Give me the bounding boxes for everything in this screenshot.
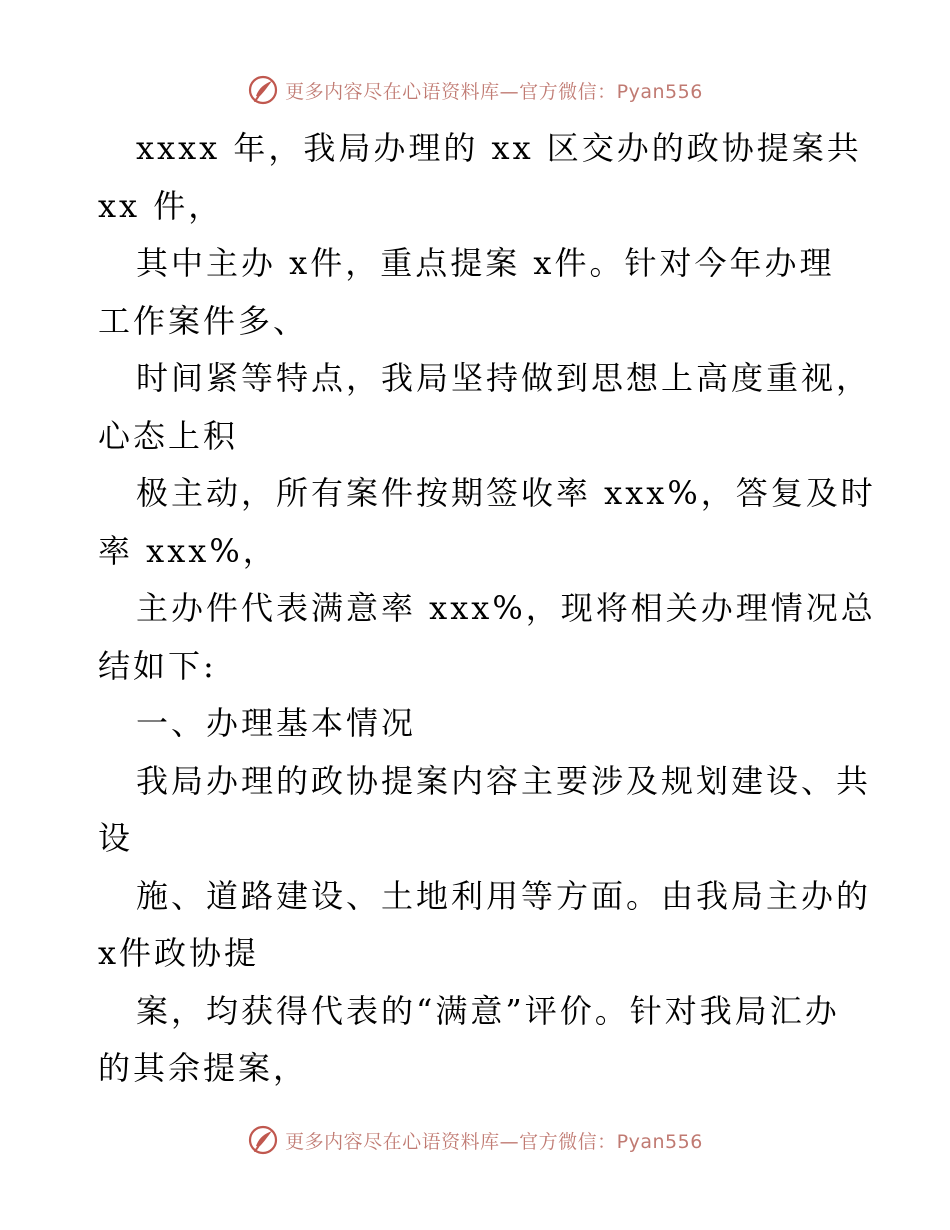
watermark-header [0,70,950,110]
text-line: 率 xxx%， [98,531,278,570]
text-line: 案，均获得代表的“满意”评价。针对我局汇办 [136,991,840,1030]
text-line: 心态上积 [98,416,239,455]
text-line: 的其余提案， [98,1049,309,1087]
document-body [98,120,876,1098]
paragraph [98,983,858,1098]
watermark-footer [0,1120,950,1160]
paragraph [98,465,876,580]
text-line: 工作案件多、 [98,301,309,340]
text-line: 时间紧等特点，我局坚持做到思想上高度重视， [136,359,872,397]
text-line: x件政协提 [98,934,260,972]
text-line: 结如下: [98,646,217,685]
text-line: 主办件代表满意率 xxx%，现将相关办理情况总 [136,589,876,627]
text-line: 设 [98,819,134,857]
text-line: xx 件， [98,186,224,225]
brand-logo-icon [247,1124,279,1156]
paragraph [98,235,858,350]
paragraph [98,580,876,695]
paragraph [98,120,862,235]
text-line: 施、道路建设、土地利用等方面。由我局主办的 [136,876,872,915]
paragraph [98,753,872,868]
text-line: 我局办理的政协提案内容主要涉及规划建设、共 [136,761,872,800]
text-line: 其中主办 x件，重点提案 x件。针对今年办理 [136,244,835,282]
section-heading [98,695,858,753]
heading-line: 一、办理基本情况 [136,704,417,742]
watermark-text: 更多内容尽在心语资料库—官方微信：Pyan556 [285,80,703,103]
text-line: xxxx 年，我局办理的 xx 区交办的政协提案共 [136,129,862,167]
text-line: 极主动，所有案件按期签收率 xxx%，答复及时 [136,474,876,512]
paragraph [98,868,872,983]
brand-logo-icon [247,74,279,106]
paragraph [98,350,872,465]
watermark-text: 更多内容尽在心语资料库—官方微信：Pyan556 [285,1130,703,1153]
